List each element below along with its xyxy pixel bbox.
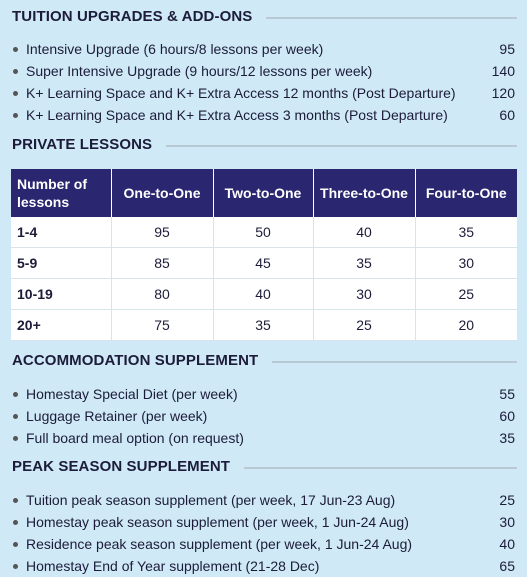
- item-label: Luggage Retainer (per week): [12, 405, 207, 427]
- table-row: [11, 217, 517, 248]
- heading-rule: [244, 467, 517, 469]
- column-header: Four-to-One: [415, 169, 517, 217]
- item-label: Super Intensive Upgrade (9 hours/12 lessons per week): [12, 60, 372, 82]
- item-label: Full board meal option (on request): [12, 427, 244, 449]
- item-price: 25: [499, 492, 515, 508]
- table-cell: 30: [313, 279, 415, 310]
- list-item: [12, 489, 517, 511]
- table-cell: 40: [213, 279, 313, 310]
- table-cell: 80: [111, 279, 213, 310]
- table-cell: 25: [313, 310, 415, 341]
- column-header: Number of lessons: [11, 169, 111, 217]
- tuition-heading: [12, 8, 517, 25]
- table-cell: 35: [415, 217, 517, 248]
- item-price: 60: [499, 408, 515, 424]
- table-cell: 85: [111, 248, 213, 279]
- item-price: 55: [499, 386, 515, 402]
- item-label: Intensive Upgrade (6 hours/8 lessons per week): [12, 38, 323, 60]
- column-header: Two-to-One: [213, 169, 313, 217]
- table-cell: 40: [313, 217, 415, 248]
- table-cell: 45: [213, 248, 313, 279]
- column-header: One-to-One: [111, 169, 213, 217]
- item-price: 120: [491, 85, 515, 101]
- table-cell: 20: [415, 310, 517, 341]
- item-label: Tuition peak season supplement (per week, 17 Jun-23 Aug): [12, 489, 395, 511]
- item-price: 140: [491, 63, 515, 79]
- list-item: [12, 533, 517, 555]
- item-price: 95: [499, 41, 515, 57]
- item-price: 60: [499, 107, 515, 123]
- table-cell: 30: [415, 248, 517, 279]
- heading-rule: [266, 17, 517, 19]
- table-cell: 25: [415, 279, 517, 310]
- item-label: Homestay peak season supplement (per week, 1 Jun-24 Aug): [12, 511, 409, 533]
- table-row: [11, 279, 517, 310]
- table-cell: 35: [313, 248, 415, 279]
- accommodation-heading: [12, 352, 517, 369]
- item-price: 30: [499, 514, 515, 530]
- item-price: 35: [499, 430, 515, 446]
- table-header-row: [11, 169, 517, 217]
- table-row: [11, 310, 517, 341]
- column-header: Three-to-One: [313, 169, 415, 217]
- table-cell: 5-9: [11, 248, 111, 279]
- private-heading: [12, 136, 517, 153]
- table-cell: 1-4: [11, 217, 111, 248]
- list-item: [12, 82, 517, 104]
- table-cell: 75: [111, 310, 213, 341]
- list-item: [12, 383, 517, 405]
- private-lessons-table: [11, 169, 517, 341]
- peak-list: [12, 489, 517, 577]
- table-cell: 50: [213, 217, 313, 248]
- list-item: [12, 38, 517, 60]
- table-cell: 95: [111, 217, 213, 248]
- tuition-list: [12, 38, 517, 126]
- item-label: Residence peak season supplement (per week, 1 Jun-24 Aug): [12, 533, 412, 555]
- item-label: K+ Learning Space and K+ Extra Access 3 months (Post Departure): [12, 104, 448, 126]
- item-label: Homestay End of Year supplement (21-28 Dec): [12, 555, 319, 577]
- private-title: PRIVATE LESSONS: [12, 136, 153, 153]
- table-row: [11, 248, 517, 279]
- item-label: K+ Learning Space and K+ Extra Access 12 months (Post Departure): [12, 82, 456, 104]
- item-price: 40: [499, 536, 515, 552]
- table-cell: 35: [213, 310, 313, 341]
- list-item: [12, 60, 517, 82]
- table-cell: 20+: [11, 310, 111, 341]
- list-item: [12, 405, 517, 427]
- peak-title: PEAK SEASON SUPPLEMENT: [12, 458, 231, 475]
- accommodation-list: [12, 383, 517, 449]
- heading-rule: [166, 145, 517, 147]
- list-item: [12, 427, 517, 449]
- table-cell: 10-19: [11, 279, 111, 310]
- item-price: 65: [499, 558, 515, 574]
- list-item: [12, 104, 517, 126]
- peak-heading: [12, 458, 517, 475]
- tuition-title: TUITION UPGRADES & ADD-ONS: [12, 8, 253, 25]
- accommodation-title: ACCOMMODATION SUPPLEMENT: [12, 352, 259, 369]
- list-item: [12, 555, 517, 577]
- item-label: Homestay Special Diet (per week): [12, 383, 238, 405]
- list-item: [12, 511, 517, 533]
- heading-rule: [272, 361, 517, 363]
